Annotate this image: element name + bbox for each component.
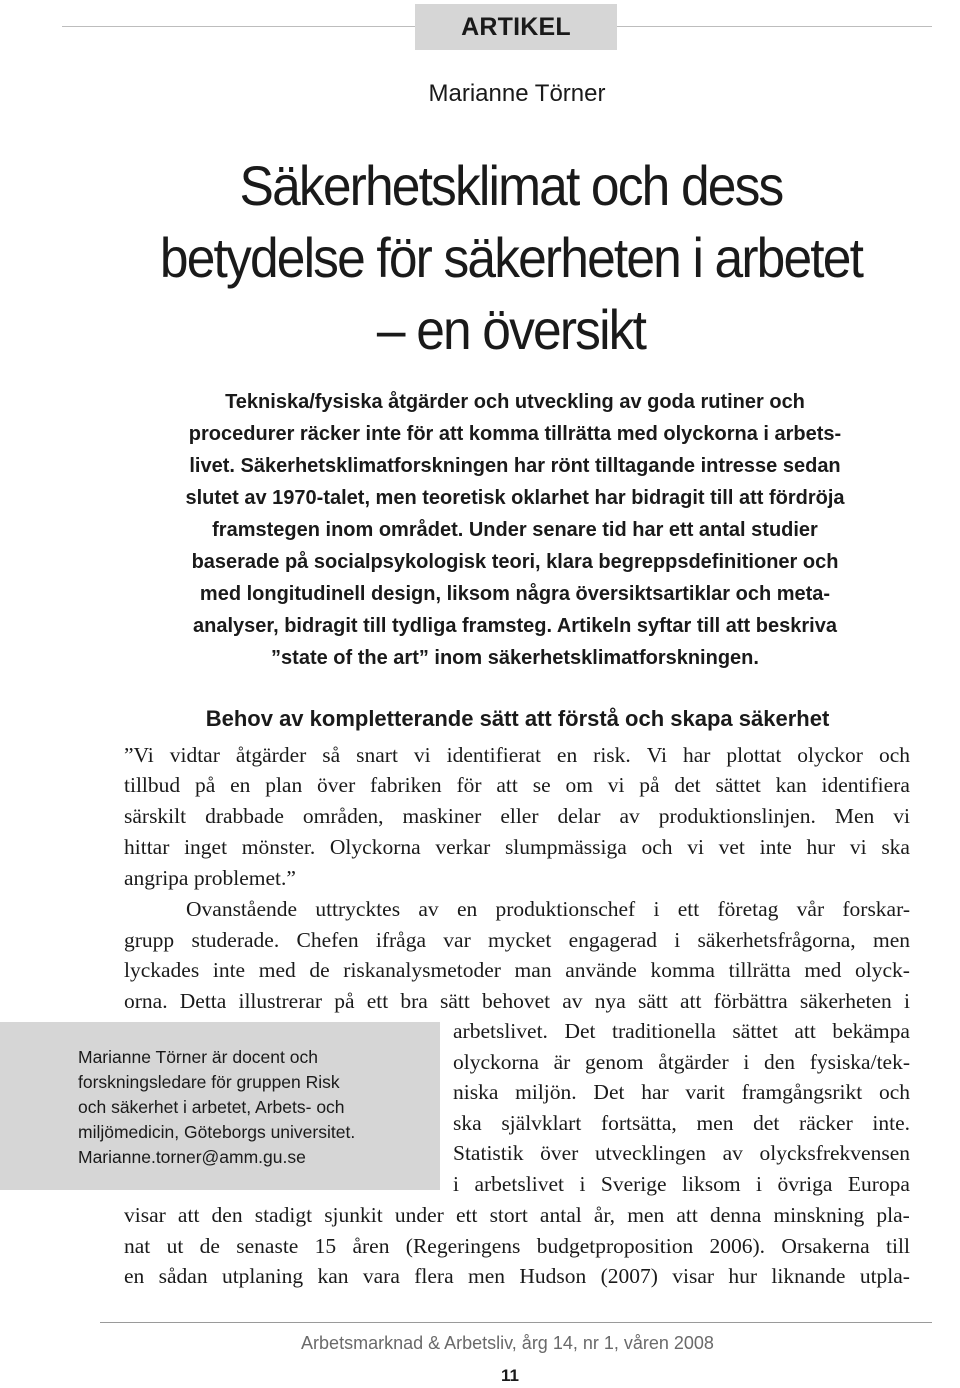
author-bio: [78, 1045, 428, 1170]
abstract: [120, 386, 910, 674]
body-line: tillbud på en plan över fabriken för att se om vi på det sättet kan identifiera: [124, 773, 910, 797]
title-line: – en översikt: [376, 298, 646, 361]
body-line: orna. Detta illustrerar på ett bra sätt behovet av nya sätt att förbättra säkerheten i: [124, 989, 910, 1013]
abstract-line: baserade på socialpsykologisk teori, klara begreppsdefinitioner och: [191, 551, 839, 573]
body-line: grupp studerade. Chefen ifråga var mycket engagerad i säkerhetsfrågorna, men: [124, 928, 910, 952]
body-line: Ovanstående uttrycktes av en produktionschef i ett företag vår forskar-: [186, 897, 910, 921]
author-name: Marianne Törner: [428, 80, 606, 107]
body-line: särskilt drabbade områden, maskiner eller delar av produktionslinjen. Men vi: [124, 804, 910, 828]
body-line: arbetslivet. Det traditionella sättet att bekämpa: [453, 1019, 910, 1043]
body-line: visar att den stadigt sjunkit under ett stort antal år, men att denna minskning pla-: [124, 1203, 910, 1227]
body-line: angripa problemet.”: [124, 866, 296, 890]
bio-line: miljömedicin, Göteborgs universitet.: [78, 1122, 356, 1142]
title-line: Säkerhetsklimat och dess: [239, 154, 783, 217]
body-line: olyckorna är genom åtgärder i den fysiska/tek-: [453, 1050, 910, 1074]
section-label: ARTIKEL: [415, 4, 617, 50]
body-line: en sådan utplaning kan vara flera men Hudson (2007) visar hur liknande utpla-: [124, 1264, 910, 1288]
author-email[interactable]: Marianne.torner@amm.gu.se: [78, 1147, 306, 1167]
body-line: nat ut de senaste 15 åren (Regeringens budgetproposition 2006). Orsakerna till: [124, 1234, 910, 1258]
body-line: hittar inget mönster. Olyckorna verkar slumpmässiga och vi vet inte hur vi ska: [124, 835, 910, 859]
section-heading: Behov av kompletterande sätt att förstå och skapa säkerhet: [205, 706, 830, 731]
abstract-line: procedurer räcker inte för att komma tillrätta med olyckorna i arbets-: [188, 423, 842, 445]
bio-line: Marianne Törner är docent och: [78, 1047, 318, 1067]
abstract-line: analyser, bidragit till tydliga framsteg. Artikeln syftar till att beskriva: [193, 615, 837, 637]
article-title: [133, 150, 889, 366]
title-line: betydelse för säkerheten i arbetet: [159, 226, 863, 289]
abstract-line: Tekniska/fysiska åtgärder och utveckling av goda rutiner och: [225, 391, 805, 413]
body-line: niska miljön. Det har varit framgångsrikt och: [453, 1080, 910, 1104]
abstract-line: framstegen inom området. Under senare tid har ett antal studier: [212, 519, 818, 541]
page-number: 11: [501, 1366, 519, 1385]
abstract-line: med longitudinell design, liksom några översiktsartiklar och meta-: [199, 583, 831, 605]
body-line: Statistik över utvecklingen av olycksfrekvensen: [453, 1141, 910, 1165]
body-line: lyckades inte med de riskanalysmetoder man använde komma tillrätta med olyck-: [124, 958, 910, 982]
abstract-line: slutet av 1970-talet, men teoretisk oklarhet har bidragit till att fördröja: [185, 487, 845, 509]
body-line: ”Vi vidtar åtgärder så snart vi identifierat en risk. Vi har plottat olyckor och: [124, 743, 910, 767]
abstract-line: ”state of the art” inom säkerhetsklimatforskningen.: [271, 647, 759, 669]
body-line: ska självklart fortsätta, men det räcker inte.: [453, 1111, 910, 1135]
journal-citation: Arbetsmarknad & Arbetsliv, årg 14, nr 1, våren 2008: [301, 1333, 714, 1353]
bio-line: forskningsledare för gruppen Risk: [78, 1072, 340, 1092]
abstract-line: livet. Säkerhetsklimatforskningen har rönt tilltagande intresse sedan: [189, 455, 841, 477]
body-line: i arbetslivet i Sverige liksom i övriga Europa: [453, 1172, 910, 1196]
footer-rule: [100, 1322, 932, 1323]
bio-line: och säkerhet i arbetet, Arbets- och: [78, 1097, 345, 1117]
